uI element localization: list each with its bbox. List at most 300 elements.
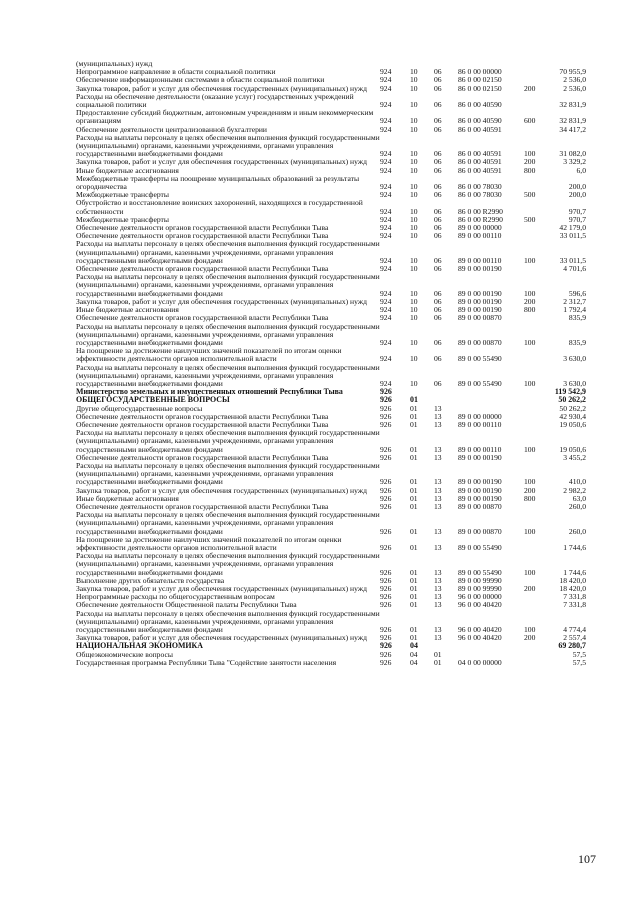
- row-subsection-code: 06: [434, 288, 442, 298]
- row-expense-type-code: [524, 601, 548, 609]
- row-department-code: 926: [380, 411, 392, 421]
- row-expense-type-code: 200: [524, 83, 536, 93]
- row-subsection-code: 13: [434, 625, 442, 635]
- row-amount: 7 331,8: [563, 600, 586, 610]
- row-expense-type-code: [524, 388, 548, 396]
- row-subsection-code: 06: [434, 182, 442, 192]
- row-amount: 2 536,0: [563, 75, 586, 85]
- row-section-code: 01: [410, 403, 418, 413]
- row-subsection-code: 06: [434, 124, 442, 134]
- row-department-code: 926: [380, 485, 392, 495]
- row-section-code: 01: [410, 419, 418, 429]
- row-section-code: 01: [410, 633, 418, 643]
- row-name: На поощрение за достижение наилучших значений показателей по итогам оценки эффективности деятельности органов исполнительной власти: [76, 346, 342, 364]
- row-target-article-code: 89 0 00 00870: [458, 501, 502, 511]
- budget-table: [76, 60, 586, 667]
- row-name: ОБЩЕГОСУДАРСТВЕННЫЕ ВОПРОСЫ: [76, 395, 230, 405]
- row-expense-type-code: 100: [524, 255, 536, 265]
- row-target-article-code: 89 0 00 00190: [458, 288, 502, 298]
- row-target-article-code: 86 0 00 02150: [458, 83, 502, 93]
- row-target-article-code: 89 0 00 55490: [458, 567, 502, 577]
- row-expense-type-code: 800: [524, 305, 536, 315]
- row-amount: 119 542,9: [554, 387, 586, 397]
- table-row: [76, 511, 586, 536]
- row-section-code: 10: [410, 264, 418, 274]
- row-department-code: 926: [380, 641, 392, 651]
- row-name: Закупка товаров, работ и услуг для обеспечения государственных (муниципальных) нужд: [76, 633, 367, 643]
- row-expense-type-code: 500: [524, 190, 536, 200]
- row-expense-type-code: 200: [524, 157, 536, 167]
- row-subsection-code: 13: [434, 526, 442, 536]
- row-amount: 7 331,8: [563, 592, 586, 602]
- row-department-code: 924: [380, 296, 392, 306]
- row-target-article-code: 86 0 00 40590: [458, 100, 502, 110]
- row-name: Иные бюджетные ассигнования: [76, 493, 179, 503]
- row-name: Обеспечение деятельности органов государственной власти Республики Тыва: [76, 231, 329, 241]
- row-target-article-code: 96 0 00 40420: [458, 633, 502, 643]
- row-section-code: 01: [410, 625, 418, 635]
- table-row: [76, 109, 586, 125]
- row-section-code: 10: [410, 100, 418, 110]
- row-amount: 19 050,6: [559, 419, 586, 429]
- row-section-code: 10: [410, 165, 418, 175]
- row-subsection-code: 06: [434, 214, 442, 224]
- row-name: Обеспечение деятельности централизованной бухгалтерии: [76, 124, 267, 134]
- row-name: Предоставление субсидий бюджетным, автономным учреждениям и иным некоммерческим организациям: [76, 108, 374, 126]
- row-target-article-code: 89 0 00 00110: [458, 231, 502, 241]
- row-section-code: 10: [410, 255, 418, 265]
- row-amount: 18 420,0: [559, 584, 586, 593]
- row-amount: 69 280,7: [558, 641, 586, 651]
- row-target-article-code: 89 0 00 00870: [458, 337, 502, 347]
- row-department-code: 924: [380, 231, 392, 241]
- row-subsection-code: [434, 388, 458, 396]
- row-section-code: 10: [410, 337, 418, 347]
- row-section-code: 01: [410, 501, 418, 511]
- row-name: Выполнение других обязательств государства: [76, 575, 225, 585]
- row-name: Расходы на выплаты персоналу в целях обеспечения выполнения функций государственными (муниципальными) органами, казенными учреждениями, органами управления государственными внебюджетными фондами: [76, 362, 380, 388]
- row-amount: 33 011,5: [559, 231, 586, 241]
- row-section-code: 01: [410, 444, 418, 454]
- row-target-article-code: 89 0 00 00190: [458, 452, 502, 462]
- row-subsection-code: 06: [434, 75, 442, 85]
- row-section-code: 04: [410, 641, 418, 651]
- row-name: Расходы на выплаты персоналу в целях обеспечения выполнения функций государственными (муниципальными) органами, казенными учреждениями, органами управления государственными внебюджетными фондами: [76, 132, 380, 159]
- row-subsection-code: 13: [434, 477, 442, 487]
- row-name: НАЦИОНАЛЬНАЯ ЭКОНОМИКА: [76, 641, 203, 651]
- row-expense-type-code: 100: [524, 477, 536, 487]
- row-amount: 1 792,4: [563, 305, 586, 315]
- row-amount: 32 831,9: [559, 116, 586, 126]
- row-amount: 410,0: [568, 477, 586, 487]
- row-name: Расходы на выплаты персоналу в целях обеспечения выполнения функций государственными (муниципальными) органами, казенными учреждениями, органами управления государственными внебюджетными фондами: [76, 428, 380, 454]
- row-subsection-code: 06: [434, 255, 442, 265]
- row-department-code: 926: [380, 477, 392, 487]
- row-section-code: 10: [410, 83, 418, 93]
- row-section-code: 10: [410, 223, 418, 233]
- row-department-code: 924: [380, 67, 392, 77]
- row-department-code: 924: [380, 149, 392, 159]
- row-name: Обеспечение деятельности органов государственной власти Республики Тыва: [76, 411, 329, 421]
- row-section-code: 01: [410, 567, 418, 577]
- row-name: Обеспечение деятельности органов государственной власти Республики Тыва: [76, 419, 329, 429]
- row-expense-type-code: 200: [524, 584, 536, 593]
- row-amount: 3 630,0: [563, 378, 586, 388]
- row-target-article-code: 89 0 00 00190: [458, 296, 502, 306]
- row-subsection-code: 06: [434, 337, 442, 347]
- row-name: Обеспечение деятельности органов государственной власти Республики Тыва: [76, 452, 329, 462]
- row-department-code: 926: [380, 501, 392, 511]
- row-name: Министерство земельных и имущественных отношений Республики Тыва: [76, 387, 343, 397]
- row-section-code: 10: [410, 296, 418, 306]
- row-department-code: 926: [380, 633, 392, 643]
- row-department-code: 924: [380, 354, 392, 364]
- table-row: [76, 240, 586, 265]
- row-subsection-code: 06: [434, 83, 442, 93]
- row-target-article-code: 96 0 00 40420: [458, 625, 502, 635]
- row-department-code: 924: [380, 75, 392, 85]
- row-subsection-code: 06: [434, 354, 442, 364]
- row-subsection-code: 13: [434, 501, 442, 511]
- row-amount: 2 982,2: [563, 485, 586, 495]
- row-section-code: 10: [410, 149, 418, 159]
- row-name: Обеспечение деятельности органов государственной власти Республики Тыва: [76, 313, 329, 323]
- table-row: [76, 175, 586, 191]
- row-section-code: 01: [410, 526, 418, 536]
- row-amount: 32 831,9: [559, 100, 586, 110]
- row-expense-type-code: 100: [524, 567, 536, 577]
- row-expense-type-code: [524, 126, 548, 134]
- row-target-article-code: 86 0 00 78030: [458, 190, 502, 200]
- table-row: [76, 93, 586, 109]
- row-target-article-code: 89 0 00 00870: [458, 526, 502, 536]
- row-name: Расходы на выплаты персоналу в целях обеспечения выполнения функций государственными (муниципальными) органами, казенными учреждениями, органами управления государственными внебюджетными фондами: [76, 239, 380, 265]
- row-section-code: 10: [410, 124, 418, 134]
- row-department-code: 924: [380, 182, 392, 192]
- row-target-article-code: 89 0 00 00190: [458, 485, 502, 495]
- table-row: [76, 323, 586, 348]
- row-expense-type-code: 600: [524, 116, 536, 126]
- row-expense-type-code: 800: [524, 165, 536, 175]
- row-amount: 63,0: [572, 493, 586, 503]
- row-department-code: 924: [380, 100, 392, 110]
- row-section-code: 10: [410, 116, 418, 126]
- row-subsection-code: 06: [434, 149, 442, 159]
- row-section-code: 01: [410, 452, 418, 462]
- row-target-article-code: 86 0 00 40591: [458, 165, 502, 175]
- table-row: [76, 536, 586, 552]
- row-target-article-code: 89 0 00 99990: [458, 575, 502, 585]
- row-name: Расходы на выплаты персоналу в целях обеспечения выполнения функций государственными (муниципальными) органами, казенными учреждениями, органами управления государственными внебюджетными фондами: [76, 551, 380, 577]
- row-name: Закупка товаров, работ и услуг для обеспечения государственных (муниципальных) нужд: [76, 296, 367, 306]
- row-section-code: 04: [410, 649, 418, 659]
- row-department-code: 926: [380, 395, 392, 405]
- row-amount: 970,7: [568, 214, 586, 224]
- row-target-article-code: 86 0 00 40591: [458, 149, 502, 159]
- row-section-code: 01: [410, 411, 418, 421]
- row-name: Расходы на выплаты персоналу в целях обеспечения выполнения функций государственными (муниципальными) органами, казенными учреждениями, органами управления государственными внебюджетными фондами: [76, 321, 380, 347]
- row-expense-type-code: [524, 651, 548, 659]
- row-target-article-code: 89 0 00 00110: [458, 255, 502, 265]
- row-department-code: 926: [380, 542, 392, 552]
- row-expense-type-code: [524, 199, 548, 215]
- row-subsection-code: 13: [434, 592, 442, 602]
- row-expense-type-code: 800: [524, 493, 536, 503]
- row-department-code: 924: [380, 116, 392, 126]
- row-subsection-code: 13: [434, 567, 442, 577]
- row-target-article-code: [458, 396, 524, 404]
- row-subsection-code: 06: [434, 157, 442, 167]
- row-target-article-code: 89 0 00 55490: [458, 378, 502, 388]
- row-subsection-code: 13: [434, 452, 442, 462]
- row-subsection-code: 06: [434, 116, 442, 126]
- row-section-code: 10: [410, 214, 418, 224]
- table-row: [76, 462, 586, 487]
- row-target-article-code: 89 0 00 00190: [458, 477, 502, 487]
- row-amount: 200,0: [568, 190, 586, 200]
- row-section-code: 10: [410, 354, 418, 364]
- row-expense-type-code: 200: [524, 485, 536, 495]
- row-department-code: 924: [380, 190, 392, 200]
- row-expense-type-code: [524, 265, 548, 273]
- row-expense-type-code: [524, 421, 548, 429]
- row-subsection-code: 06: [434, 231, 442, 241]
- row-expense-type-code: 100: [524, 288, 536, 298]
- row-name: Закупка товаров, работ и услуг для обеспечения государственных (муниципальных) нужд: [76, 83, 367, 93]
- row-target-article-code: 89 0 00 00870: [458, 313, 502, 323]
- row-amount: 3 329,2: [563, 157, 586, 167]
- row-section-code: 04: [410, 657, 418, 667]
- row-department-code: 926: [380, 584, 392, 593]
- row-section-code: 10: [410, 190, 418, 200]
- row-target-article-code: 86 0 00 00000: [458, 67, 502, 77]
- row-amount: 1 744,6: [563, 567, 586, 577]
- row-department-code: 926: [380, 657, 392, 667]
- row-department-code: 924: [380, 305, 392, 315]
- table-row: [76, 659, 586, 667]
- row-department-code: 926: [380, 567, 392, 577]
- row-target-article-code: 89 0 00 00110: [458, 444, 502, 454]
- row-department-code: 924: [380, 206, 392, 216]
- row-subsection-code: 13: [434, 542, 442, 552]
- row-amount: 57,5: [572, 649, 586, 659]
- row-subsection-code: 13: [434, 403, 442, 413]
- row-subsection-code: 06: [434, 67, 442, 77]
- row-expense-type-code: 100: [524, 625, 536, 635]
- row-expense-type-code: [524, 175, 548, 191]
- row-department-code: 926: [380, 403, 392, 413]
- row-target-article-code: 96 0 00 00000: [458, 592, 502, 602]
- row-section-code: 10: [410, 157, 418, 167]
- row-section-code: 10: [410, 305, 418, 315]
- row-amount: 31 082,0: [559, 149, 586, 159]
- row-department-code: 926: [380, 575, 392, 585]
- row-target-article-code: 89 0 00 55490: [458, 354, 502, 364]
- row-section-code: 10: [410, 206, 418, 216]
- row-amount: 260,0: [568, 501, 586, 511]
- row-expense-type-code: [524, 593, 548, 601]
- row-subsection-code: 13: [434, 411, 442, 421]
- table-row: [76, 199, 586, 215]
- row-target-article-code: 96 0 00 40420: [458, 600, 502, 610]
- row-department-code: 926: [380, 444, 392, 454]
- row-name: Расходы на выплаты персоналу в целях обеспечения выполнения функций государственными (муниципальными) органами, казенными учреждениями, органами управления государственными внебюджетными фондами: [76, 272, 380, 298]
- row-name: Государственная программа Республики Тыва "Содействие занятости населения: [76, 657, 337, 667]
- row-subsection-code: 13: [434, 633, 442, 643]
- row-target-article-code: 89 0 00 00000: [458, 411, 502, 421]
- row-name: Непрограммные расходы по общегосударственным вопросам: [76, 592, 275, 602]
- row-amount: 19 050,6: [559, 444, 586, 454]
- row-department-code: 926: [380, 592, 392, 602]
- row-expense-type-code: [524, 405, 548, 413]
- row-name: Обеспечение деятельности органов государственной власти Республики Тыва: [76, 264, 329, 274]
- row-department-code: 924: [380, 378, 392, 388]
- row-expense-type-code: [524, 314, 548, 322]
- row-amount: 596,6: [568, 288, 586, 298]
- row-department-code: 924: [380, 157, 392, 167]
- row-name: Закупка товаров, работ и услуг для обеспечения государственных (муниципальных) нужд: [76, 584, 367, 593]
- row-target-article-code: 86 0 00 R2990: [458, 206, 503, 216]
- row-amount: 2 557,4: [563, 633, 586, 643]
- row-expense-type-code: [524, 454, 548, 462]
- row-amount: 970,7: [568, 206, 586, 216]
- row-department-code: 924: [380, 264, 392, 274]
- row-target-article-code: 89 0 00 00110: [458, 419, 502, 429]
- row-department-code: 924: [380, 214, 392, 224]
- row-department-code: 924: [380, 165, 392, 175]
- row-subsection-code: 13: [434, 575, 442, 585]
- row-target-article-code: 89 0 00 99990: [458, 584, 502, 593]
- row-expense-type-code: [524, 68, 548, 76]
- row-amount: 3 455,2: [563, 452, 586, 462]
- row-expense-type-code: 100: [524, 444, 536, 454]
- row-target-article-code: 89 0 00 00190: [458, 305, 502, 315]
- row-subsection-code: 06: [434, 296, 442, 306]
- row-section-code: 10: [410, 67, 418, 77]
- table-row: [76, 134, 586, 159]
- row-name: Обеспечение деятельности Общественной палаты Республики Тыва: [76, 600, 297, 610]
- row-section-code: 10: [410, 75, 418, 85]
- page-number: 107: [578, 852, 596, 866]
- row-name: Другие общегосударственные вопросы: [76, 403, 203, 413]
- row-amount: 835,9: [568, 313, 586, 323]
- row-department-code: 924: [380, 337, 392, 347]
- row-amount: 33 011,5: [559, 255, 586, 265]
- row-subsection-code: 06: [434, 305, 442, 315]
- row-name: Межбюджетные трансферты: [76, 214, 169, 224]
- table-row: [76, 273, 586, 298]
- row-subsection-code: 06: [434, 264, 442, 274]
- row-amount: 42 930,4: [559, 411, 586, 421]
- row-expense-type-code: [524, 347, 548, 363]
- row-subsection-code: 06: [434, 206, 442, 216]
- row-amount: 200,0: [568, 182, 586, 192]
- row-department-code: 924: [380, 313, 392, 323]
- row-name: Обеспечение деятельности органов государственной власти Республики Тыва: [76, 223, 329, 233]
- row-expense-type-code: 100: [524, 337, 536, 347]
- row-name: Закупка товаров, работ и услуг для обеспечения государственных (муниципальных) нужд: [76, 485, 367, 495]
- row-amount: 2 312,7: [563, 296, 586, 306]
- row-subsection-code: 06: [434, 190, 442, 200]
- row-subsection-code: 01: [434, 657, 442, 667]
- row-expense-type-code: [524, 659, 548, 667]
- row-department-code: 926: [380, 649, 392, 659]
- row-section-code: 01: [410, 395, 418, 405]
- row-target-article-code: 89 0 00 00190: [458, 493, 502, 503]
- row-department-code: 924: [380, 255, 392, 265]
- row-subsection-code: 06: [434, 165, 442, 175]
- row-amount: 34 417,2: [559, 124, 586, 134]
- row-amount: 42 179,0: [559, 223, 586, 233]
- row-target-article-code: 89 0 00 00190: [458, 264, 502, 274]
- row-target-article-code: 04 0 00 00000: [458, 657, 502, 667]
- row-section-code: 01: [410, 542, 418, 552]
- row-name: Расходы на выплаты персоналу в целях обеспечения выполнения функций государственными (муниципальными) органами, казенными учреждениями, органами управления государственными внебюджетными фондами: [76, 608, 380, 635]
- row-name: Закупка товаров, работ и услуг для обеспечения государственных (муниципальных) нужд: [76, 157, 367, 167]
- row-expense-type-code: [524, 413, 548, 421]
- row-section-code: 10: [410, 288, 418, 298]
- row-expense-type-code: 500: [524, 214, 536, 224]
- row-section-code: 01: [410, 592, 418, 602]
- row-amount: 4 774,4: [563, 625, 586, 635]
- row-department-code: 924: [380, 83, 392, 93]
- row-amount: 1 744,6: [563, 542, 586, 552]
- row-subsection-code: 13: [434, 485, 442, 495]
- row-expense-type-code: [524, 503, 548, 511]
- row-department-code: 926: [380, 526, 392, 536]
- row-amount: 70 955,9: [559, 67, 586, 77]
- row-department-code: 926: [380, 419, 392, 429]
- row-amount: 3 630,0: [563, 354, 586, 364]
- row-amount: 835,9: [568, 337, 586, 347]
- row-target-article-code: [458, 388, 524, 396]
- row-amount: 260,0: [568, 526, 586, 536]
- row-amount: 57,5: [572, 657, 586, 667]
- row-subsection-code: 13: [434, 584, 442, 593]
- row-name: Общеэкономические вопросы: [76, 649, 173, 659]
- row-section-code: 01: [410, 485, 418, 495]
- table-row: [76, 552, 586, 577]
- row-amount: 50 262,2: [559, 403, 586, 413]
- row-department-code: 926: [380, 387, 392, 397]
- row-department-code: 926: [380, 625, 392, 635]
- row-name: Расходы на выплаты персоналу в целях обеспечения выполнения функций государственными (муниципальными) органами, казенными учреждениями, органами управления государственными внебюджетными фондами: [76, 510, 380, 536]
- row-section-code: 01: [410, 477, 418, 487]
- row-amount: 4 701,6: [563, 264, 586, 274]
- row-name: Расходы на выплаты персоналу в целях обеспечения выполнения функций государственными (муниципальными) органами, казенными учреждениями, органами управления государственными внебюджетными фондами: [76, 460, 380, 487]
- row-name: Непрограммное направление в области социальной политики: [76, 67, 276, 77]
- row-expense-type-code: [524, 224, 548, 232]
- row-department-code: 924: [380, 124, 392, 134]
- row-expense-type-code: [524, 60, 548, 68]
- row-amount: 18 420,0: [559, 575, 586, 585]
- row-name: Обеспечение деятельности органов государственной власти Республики Тыва: [76, 501, 329, 511]
- row-name: Межбюджетные трансферты: [76, 190, 169, 200]
- row-subsection-code: 13: [434, 600, 442, 610]
- row-expense-type-code: [524, 396, 548, 404]
- row-name: Иные бюджетные ассигнования: [76, 165, 179, 175]
- row-subsection-code: 01: [434, 649, 442, 659]
- row-expense-type-code: 200: [524, 633, 536, 643]
- row-section-code: 01: [410, 493, 418, 503]
- row-expense-type-code: 100: [524, 149, 536, 159]
- row-subsection-code: 13: [434, 444, 442, 454]
- row-section-code: 01: [410, 575, 418, 585]
- row-expense-type-code: [524, 536, 548, 552]
- row-expense-type-code: 200: [524, 296, 536, 306]
- row-target-article-code: 86 0 00 40591: [458, 124, 502, 134]
- row-target-article-code: 86 0 00 02150: [458, 75, 502, 85]
